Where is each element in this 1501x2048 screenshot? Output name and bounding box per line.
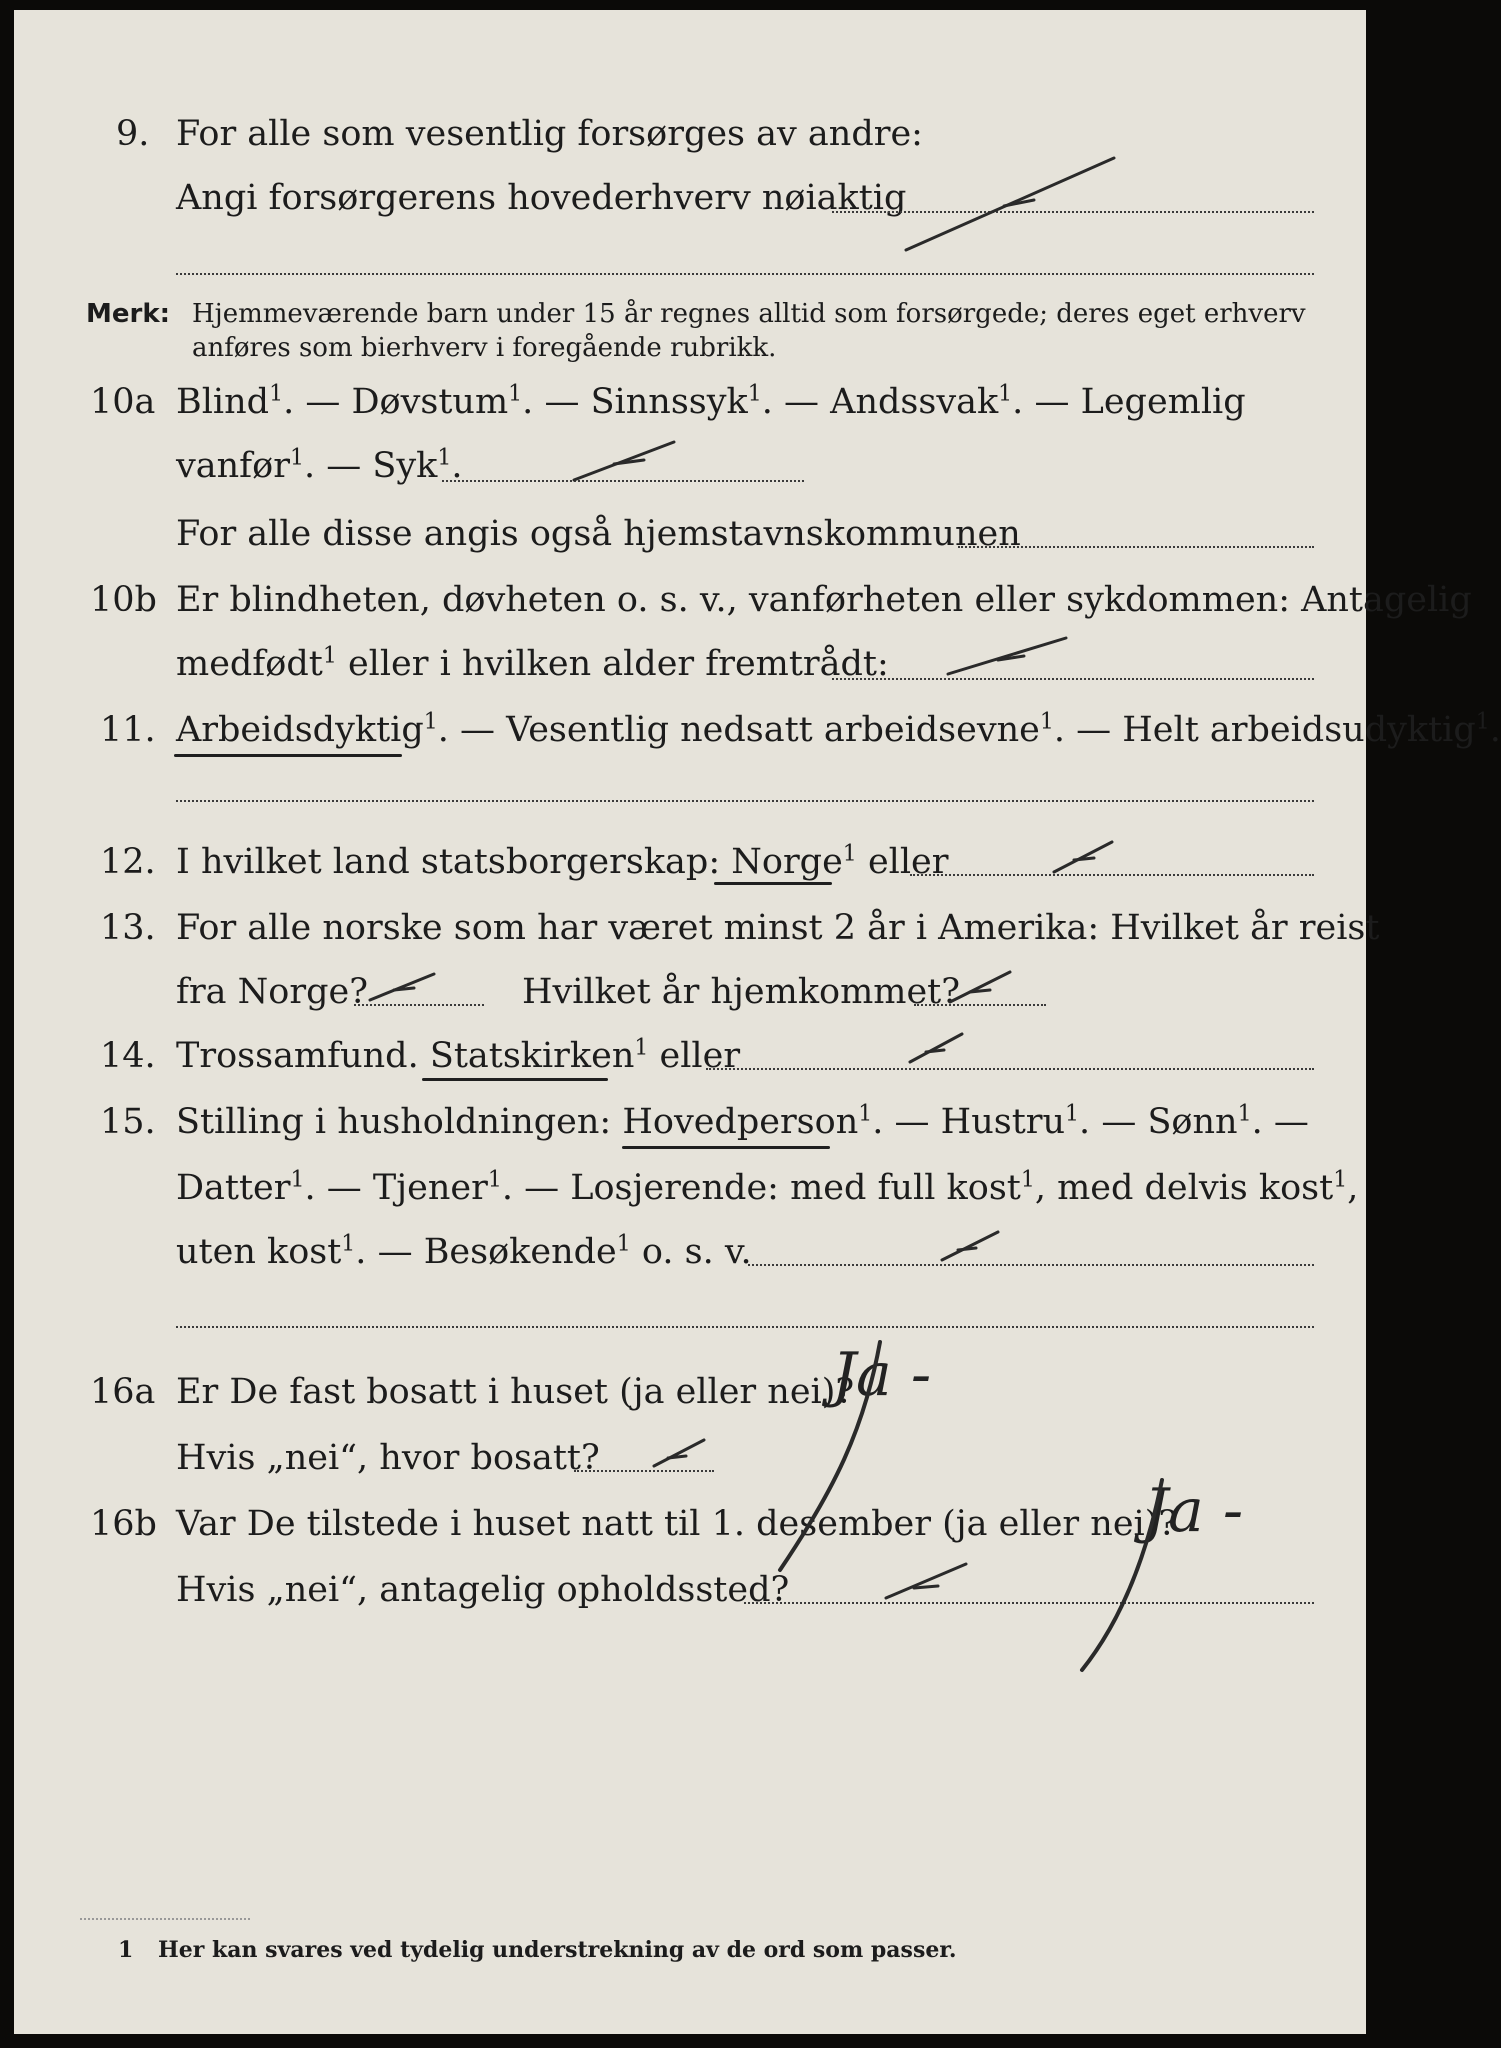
q16b-number: 16b: [90, 1504, 157, 1544]
q15-line3: uten kost$^1$. — Besøkende$^1$ o. s. v.: [176, 1231, 752, 1272]
q10b-slash-mark: [948, 638, 1066, 674]
q16b-slash-mark: [886, 1564, 966, 1598]
q15-line2: Datter$^1$. — Tjener$^1$. — Losjerende: med full kost$^1$, med delvis kost$^1$,: [176, 1167, 1359, 1208]
q9-line1: For alle som vesentlig forsørges av andre:: [176, 114, 923, 154]
q13-hjem-answer-line: [914, 1004, 1046, 1006]
q15-hovedperson-underline: [622, 1146, 830, 1149]
q9-slash-mark: [906, 158, 1114, 250]
merk-line2: anføres som bierhverv i foregående rubrikk.: [192, 333, 777, 363]
q11-answer-line: [176, 800, 1314, 802]
q9-extra-line: [176, 273, 1314, 275]
q16b-answer: Ja -: [1144, 1476, 1244, 1546]
q10a-answer-line: [442, 480, 804, 482]
q10b-line1: Er blindheten, døvheten o. s. v., vanførheten eller sykdommen: Antagelig: [176, 580, 1472, 620]
q16b-line1: Var De tilstede i huset natt til 1. desember (ja eller nei)?: [176, 1504, 1178, 1544]
footnote-separator: [80, 1918, 250, 1920]
q15-number: 15.: [100, 1102, 156, 1142]
q12-line: I hvilket land statsborgerskap: Norge$^1$ eller: [176, 841, 949, 882]
q13-fra-norge: fra Norge?: [176, 972, 368, 1012]
q12-number: 12.: [100, 842, 156, 882]
q14-answer-line: [706, 1068, 1314, 1070]
q15-extra-line: [176, 1326, 1314, 1328]
q11-line1: Arbeidsdyktig$^1$. — Vesentlig nedsatt arbeidsevne$^1$. — Helt arbeidsudyktig$^1$.: [176, 709, 1501, 750]
q10b-answer-line: [832, 678, 1314, 680]
q13-hjemkommet: Hvilket år hjemkommet?: [522, 972, 961, 1012]
q14-line: Trossamfund. Statskirken$^1$ eller: [176, 1035, 741, 1076]
q15-line1: Stilling i husholdningen: Hovedperson$^1$. — Hustru$^1$. — Sønn$^1$. —: [176, 1101, 1309, 1142]
q9-answer-line: [832, 211, 1314, 213]
q9-line2: Angi forsørgerens hovederhverv nøiaktig: [176, 178, 907, 218]
q12-answer-line: [910, 874, 1314, 876]
q14-number: 14.: [100, 1036, 156, 1076]
q15-answer-line: [748, 1264, 1314, 1266]
q16b-answer-line: [744, 1602, 1314, 1604]
q10a-slash-mark: [574, 442, 674, 480]
q10a-line2: vanfør$^1$. — Syk$^1$.: [176, 445, 463, 486]
q16a-answer-line: [574, 1470, 714, 1472]
q13-fra-answer-line: [354, 1004, 484, 1006]
q13-number: 13.: [100, 908, 156, 948]
q16a-line1: Er De fast bosatt i huset (ja eller nei)?: [176, 1372, 855, 1412]
q10a-hjemstavn-line: [958, 546, 1314, 548]
q16b-line2: Hvis „nei“, antagelig opholdssted?: [176, 1570, 790, 1610]
q14-statskirken-underline: [422, 1078, 608, 1081]
merk-label: Merk:: [86, 299, 171, 329]
q13-line1: For alle norske som har været minst 2 år i Amerika: Hvilket år reist: [176, 908, 1380, 948]
q10a-line1: Blind$^1$. — Døvstum$^1$. — Sinnssyk$^1$. — Andssvak$^1$. — Legemlig: [176, 381, 1246, 422]
q11-number: 11.: [100, 710, 156, 750]
q10a-number: 10a: [90, 382, 156, 422]
q10a-line3: For alle disse angis også hjemstavnskommunen: [176, 514, 1021, 554]
merk-line1: Hjemmeværende barn under 15 år regnes alltid som forsørgede; deres eget erhverv: [192, 299, 1306, 329]
q11-arbeidsdyktig-underline: [174, 754, 402, 757]
q9-number: 9.: [116, 114, 150, 154]
q15-slash-mark: [942, 1232, 998, 1260]
q13-fra-slash-mark: [370, 974, 434, 1000]
q12-norge-underline: [714, 882, 832, 885]
footnote-mark: 1: [118, 1937, 134, 1963]
q16a-slash-mark: [654, 1440, 704, 1466]
q12-slash-mark: [1054, 842, 1112, 872]
q10b-line2: medfødt$^1$ eller i hvilken alder fremtrådt:: [176, 643, 889, 684]
q10b-number: 10b: [90, 580, 157, 620]
q16a-number: 16a: [90, 1372, 156, 1412]
footnote-text: Her kan svares ved tydelig understrekning av de ord som passer.: [158, 1937, 957, 1963]
census-form-page: [14, 10, 1501, 2034]
q14-slash-mark: [910, 1034, 962, 1062]
q16a-answer: Ja -: [832, 1340, 932, 1410]
q16a-line2: Hvis „nei“, hvor bosatt?: [176, 1438, 600, 1478]
